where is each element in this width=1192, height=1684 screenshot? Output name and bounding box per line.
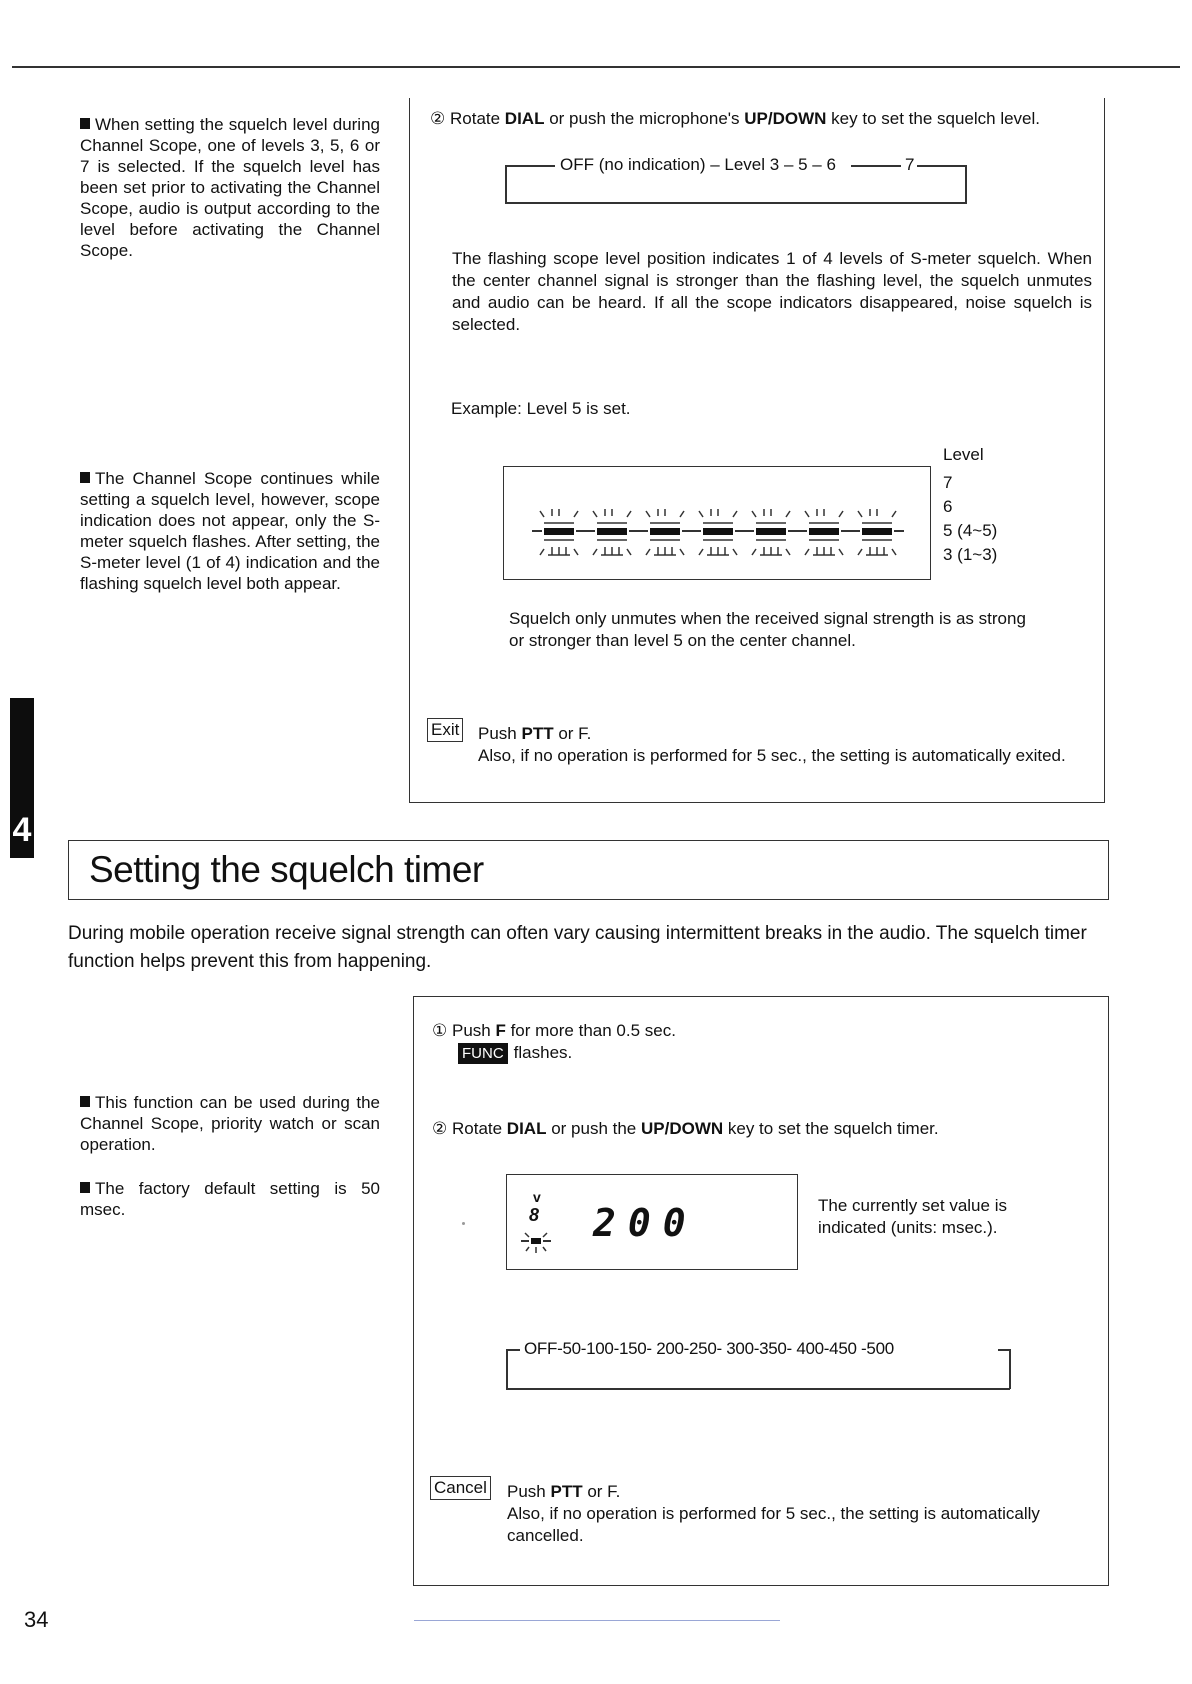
scope-description: The flashing scope level position indicates 1 of 4 levels of S-meter squelch. When the center channel signal is stronger than the flashing level, the squelch unmutes and audio can be heard. If all the scope indicators disappeared, noise squelch is selected. <box>452 249 1092 334</box>
timer-value: 200 <box>593 1201 698 1245</box>
squelch-note: Squelch only unmutes when the received signal strength is as strong or stronger than level 5 on the center channel. <box>509 609 1026 650</box>
note-scope-continues: The Channel Scope continues while setting a squelch level, however, scope indication does not appear, only the S-meter squelch flashes. After setting, the S-meter level (1 of 4) indication and the flashing squelch level both appear. <box>80 469 380 593</box>
intro-text: During mobile operation receive signal strength can often vary causing intermittent breaks in the audio. The squelch timer function helps prevent this from happening. <box>68 923 1087 972</box>
scope-channel-segment <box>797 509 851 555</box>
chapter-number: 4 <box>12 811 32 849</box>
v-mark: v <box>533 1189 541 1205</box>
note-default-setting: The factory default setting is 50 msec. <box>80 1179 380 1219</box>
example-label: Example: Level 5 is set. <box>451 399 631 418</box>
scope-channel-segment <box>691 509 745 555</box>
level-legend-item: 5 (4~5) <box>943 521 998 540</box>
bullet-icon <box>80 1182 90 1193</box>
bullet-icon <box>80 118 90 129</box>
bullet-icon <box>80 1096 90 1107</box>
note-function-usage: This function can be used during the Channel Scope, priority watch or scan operation. <box>80 1093 380 1154</box>
level-legend <box>943 471 997 567</box>
scope-channel-segment <box>532 509 586 555</box>
top-rule <box>12 66 1180 68</box>
level-legend-item: 6 <box>943 497 953 516</box>
level-legend-item: 7 <box>943 473 953 492</box>
scope-lcd-display <box>503 466 931 580</box>
level-legend-item: 3 (1~3) <box>943 545 998 564</box>
timer-caption: The currently set value is indicated (units: msec.). <box>818 1196 1007 1237</box>
cancel-instructions: Push PTT or F. Also, if no operation is performed for 5 sec., the setting is automatically cancelled. <box>507 1482 1040 1545</box>
timer-cycle-diagram <box>506 1338 1012 1390</box>
section-title-box <box>68 840 1109 900</box>
cancel-key: Cancel <box>430 1476 491 1500</box>
dot-mark <box>462 1222 465 1225</box>
flashing-segment-icon <box>515 1207 555 1253</box>
section-title: Setting the squelch timer <box>89 849 484 890</box>
small-digit: 8 <box>529 1205 540 1225</box>
scope-channel-segment <box>638 509 692 555</box>
bullet-icon <box>80 472 90 483</box>
step1-push-f: ① Push F for more than 0.5 sec. FUNC flashes. <box>432 1021 676 1062</box>
timer-scale-values: OFF-50-100-150- 200-250- 300-350- 400-450 -500 <box>524 1339 894 1358</box>
scope-channel-segment <box>585 509 639 555</box>
note-scope-level: When setting the squelch level during Channel Scope, one of levels 3, 5, 6 or 7 is selected. If the squelch level has been set prior to activating the Channel Scope, audio is output according to the level before activating the Channel Scope. <box>80 115 380 260</box>
scope-channel-segment <box>850 509 904 555</box>
footer-line <box>414 1620 780 1621</box>
func-indicator: FUNC <box>458 1043 508 1064</box>
exit-key: Exit <box>427 718 463 742</box>
level-cycle-diagram: OFF (no indication) – Level 3 – 5 – 6 7 <box>505 154 967 204</box>
scope-channel-segment <box>744 509 798 555</box>
scope-segments <box>504 467 930 579</box>
timer-lcd-display <box>506 1174 798 1270</box>
exit-instructions: Push PTT or F. Also, if no operation is performed for 5 sec., the setting is automatically exited. <box>478 724 1066 765</box>
step2-squelch-timer: ② Rotate DIAL or push the UP/DOWN key to set the squelch timer. <box>432 1119 939 1138</box>
step2-squelch-level: ② Rotate DIAL or push the microphone's UP/DOWN key to set the squelch level. <box>430 109 1041 128</box>
page-number: 34 <box>24 1607 49 1632</box>
level-legend-title: Level <box>943 445 984 464</box>
